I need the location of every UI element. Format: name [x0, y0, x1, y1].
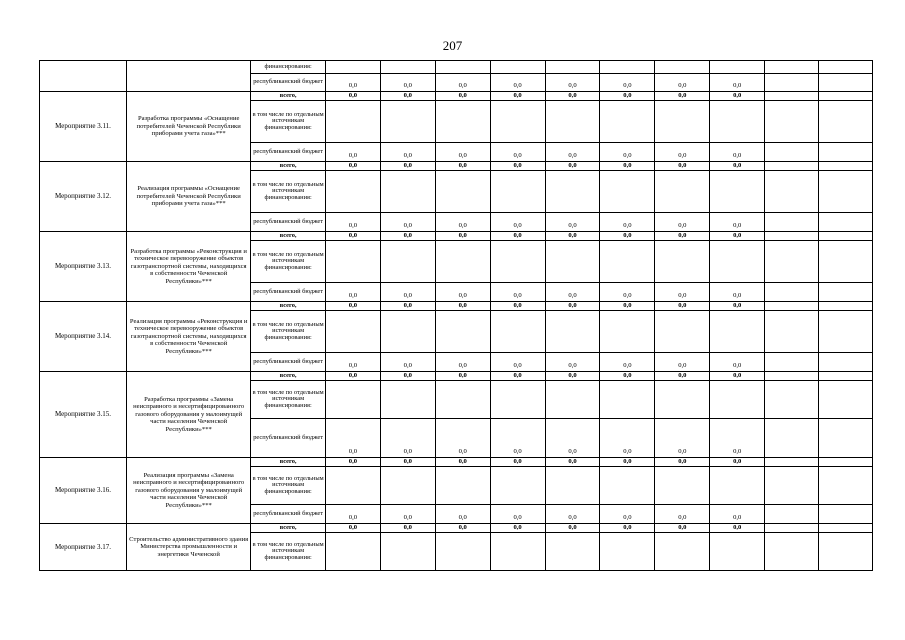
- value-cell: [765, 74, 819, 92]
- value-cell: 0,0: [655, 505, 710, 524]
- table-row: [40, 458, 873, 467]
- value-cell: 0,0: [490, 505, 545, 524]
- value-cell: [545, 533, 600, 571]
- value-cell: 0,0: [655, 213, 710, 232]
- value-cell: 0,0: [710, 143, 765, 162]
- value-cell: [819, 171, 873, 213]
- value-cell: [655, 241, 710, 283]
- value-cell: [380, 61, 435, 74]
- value-cell: [710, 381, 765, 419]
- value-cell: 0,0: [380, 524, 435, 533]
- value-cell: [819, 143, 873, 162]
- value-cell: [490, 101, 545, 143]
- value-cell: [435, 533, 490, 571]
- financing-label-cell: республиканский бюджет: [251, 283, 326, 302]
- value-cell: [655, 467, 710, 505]
- value-cell: 0,0: [600, 143, 655, 162]
- value-cell: [765, 92, 819, 101]
- event-description-cell: Разработка программы «Оснащение потребителей Чеченской Республики приборами учета газа»***: [127, 92, 251, 162]
- value-cell: 0,0: [490, 524, 545, 533]
- value-cell: [765, 353, 819, 372]
- financing-label-cell: республиканский бюджет: [251, 74, 326, 92]
- value-cell: 0,0: [435, 92, 490, 101]
- value-cell: [819, 372, 873, 381]
- table-row: [40, 524, 873, 533]
- value-cell: [819, 302, 873, 311]
- table-row: [40, 232, 873, 241]
- value-cell: 0,0: [435, 74, 490, 92]
- value-cell: 0,0: [380, 143, 435, 162]
- value-cell: [819, 101, 873, 143]
- value-cell: 0,0: [490, 353, 545, 372]
- value-cell: 0,0: [710, 524, 765, 533]
- value-cell: 0,0: [710, 232, 765, 241]
- value-cell: [710, 311, 765, 353]
- financing-label-cell: в том числе по отдельным источникам финансирования:: [251, 467, 326, 505]
- financing-label-cell: всего,: [251, 458, 326, 467]
- value-cell: 0,0: [435, 372, 490, 381]
- value-cell: [765, 524, 819, 533]
- value-cell: 0,0: [600, 353, 655, 372]
- value-cell: 0,0: [325, 524, 380, 533]
- financing-label-cell: в том числе по отдельным источникам финансирования:: [251, 311, 326, 353]
- value-cell: [710, 101, 765, 143]
- value-cell: 0,0: [545, 74, 600, 92]
- value-cell: [600, 171, 655, 213]
- value-cell: 0,0: [655, 419, 710, 458]
- value-cell: 0,0: [325, 505, 380, 524]
- value-cell: 0,0: [655, 74, 710, 92]
- value-cell: [765, 283, 819, 302]
- value-cell: 0,0: [600, 372, 655, 381]
- value-cell: 0,0: [600, 232, 655, 241]
- value-cell: [380, 171, 435, 213]
- value-cell: [325, 381, 380, 419]
- value-cell: [545, 311, 600, 353]
- value-cell: [600, 61, 655, 74]
- budget-table-container: [39, 60, 873, 571]
- event-description-cell: [127, 61, 251, 92]
- event-name-cell: [40, 61, 127, 92]
- value-cell: [325, 311, 380, 353]
- value-cell: [545, 467, 600, 505]
- table-row: [40, 92, 873, 101]
- value-cell: 0,0: [325, 92, 380, 101]
- value-cell: 0,0: [435, 283, 490, 302]
- value-cell: 0,0: [710, 505, 765, 524]
- value-cell: [600, 241, 655, 283]
- value-cell: 0,0: [380, 302, 435, 311]
- value-cell: [600, 381, 655, 419]
- value-cell: [765, 381, 819, 419]
- value-cell: 0,0: [435, 143, 490, 162]
- value-cell: [435, 467, 490, 505]
- value-cell: 0,0: [325, 419, 380, 458]
- value-cell: [655, 381, 710, 419]
- value-cell: 0,0: [325, 162, 380, 171]
- value-cell: [819, 311, 873, 353]
- value-cell: 0,0: [490, 372, 545, 381]
- value-cell: 0,0: [490, 232, 545, 241]
- budget-table: [39, 60, 873, 571]
- value-cell: 0,0: [600, 524, 655, 533]
- event-name-cell: Мероприятие 3.15.: [40, 372, 127, 458]
- event-description-cell: Реализация программы «Замена неисправного и несертифицированного газового оборудования у малоимущей части населения Чеченской Республики»***: [127, 458, 251, 524]
- financing-label-cell: в том числе по отдельным источникам финансирования:: [251, 381, 326, 419]
- value-cell: 0,0: [325, 372, 380, 381]
- event-description-cell: Реализация программы «Оснащение потребителей Чеченской Республики приборами учета газа»***: [127, 162, 251, 232]
- value-cell: [819, 524, 873, 533]
- value-cell: [765, 467, 819, 505]
- value-cell: 0,0: [435, 505, 490, 524]
- financing-label-cell: республиканский бюджет: [251, 213, 326, 232]
- value-cell: [380, 311, 435, 353]
- value-cell: [819, 458, 873, 467]
- value-cell: [545, 381, 600, 419]
- value-cell: 0,0: [655, 232, 710, 241]
- event-description-cell: Разработка программы «Замена неисправного и несертифицированного газового оборудования у малоимущей части населения Чеченской Республики»***: [127, 372, 251, 458]
- value-cell: 0,0: [710, 92, 765, 101]
- value-cell: [325, 101, 380, 143]
- value-cell: 0,0: [490, 283, 545, 302]
- value-cell: [600, 101, 655, 143]
- financing-label-cell: всего,: [251, 92, 326, 101]
- event-name-cell: Мероприятие 3.14.: [40, 302, 127, 372]
- event-name-cell: Мероприятие 3.17.: [40, 524, 127, 571]
- financing-label-cell: всего,: [251, 302, 326, 311]
- value-cell: [765, 213, 819, 232]
- financing-label-cell: в том числе по отдельным источникам финансирования:: [251, 533, 326, 571]
- value-cell: 0,0: [490, 143, 545, 162]
- value-cell: [490, 467, 545, 505]
- value-cell: 0,0: [545, 505, 600, 524]
- event-description-cell: Разработка программы «Реконструкция и техническое перевооружение объектов газотранспортной системы, находящихся в собственности Чеченской Республики»***: [127, 232, 251, 302]
- value-cell: [819, 232, 873, 241]
- value-cell: 0,0: [435, 232, 490, 241]
- value-cell: [435, 381, 490, 419]
- value-cell: [600, 467, 655, 505]
- value-cell: [819, 283, 873, 302]
- value-cell: [765, 143, 819, 162]
- value-cell: [655, 311, 710, 353]
- value-cell: [380, 101, 435, 143]
- event-name-cell: Мероприятие 3.16.: [40, 458, 127, 524]
- value-cell: 0,0: [545, 232, 600, 241]
- value-cell: [710, 467, 765, 505]
- table-row: [40, 61, 873, 74]
- value-cell: [325, 467, 380, 505]
- value-cell: 0,0: [545, 213, 600, 232]
- value-cell: [819, 92, 873, 101]
- value-cell: [435, 101, 490, 143]
- value-cell: 0,0: [325, 213, 380, 232]
- value-cell: 0,0: [710, 302, 765, 311]
- value-cell: 0,0: [545, 353, 600, 372]
- value-cell: [765, 232, 819, 241]
- event-name-cell: Мероприятие 3.11.: [40, 92, 127, 162]
- value-cell: 0,0: [600, 458, 655, 467]
- value-cell: [435, 241, 490, 283]
- value-cell: 0,0: [655, 283, 710, 302]
- value-cell: 0,0: [490, 302, 545, 311]
- value-cell: [490, 61, 545, 74]
- table-row: [40, 372, 873, 381]
- value-cell: [325, 171, 380, 213]
- financing-label-cell: всего,: [251, 232, 326, 241]
- event-name-cell: Мероприятие 3.12.: [40, 162, 127, 232]
- value-cell: [765, 458, 819, 467]
- value-cell: 0,0: [325, 458, 380, 467]
- value-cell: 0,0: [435, 213, 490, 232]
- value-cell: 0,0: [325, 232, 380, 241]
- value-cell: 0,0: [655, 302, 710, 311]
- value-cell: 0,0: [490, 419, 545, 458]
- value-cell: 0,0: [600, 283, 655, 302]
- value-cell: [765, 162, 819, 171]
- value-cell: 0,0: [380, 92, 435, 101]
- financing-label-cell: всего,: [251, 524, 326, 533]
- value-cell: [325, 61, 380, 74]
- value-cell: [819, 467, 873, 505]
- value-cell: 0,0: [710, 74, 765, 92]
- value-cell: 0,0: [380, 283, 435, 302]
- value-cell: 0,0: [600, 162, 655, 171]
- value-cell: [545, 241, 600, 283]
- value-cell: 0,0: [325, 74, 380, 92]
- value-cell: 0,0: [380, 74, 435, 92]
- value-cell: [765, 372, 819, 381]
- value-cell: 0,0: [435, 302, 490, 311]
- financing-label-cell: республиканский бюджет: [251, 505, 326, 524]
- value-cell: [710, 61, 765, 74]
- value-cell: 0,0: [490, 74, 545, 92]
- value-cell: 0,0: [600, 419, 655, 458]
- financing-label-cell: в том числе по отдельным источникам финансирования:: [251, 171, 326, 213]
- value-cell: [765, 419, 819, 458]
- value-cell: [490, 311, 545, 353]
- value-cell: 0,0: [710, 419, 765, 458]
- value-cell: [655, 171, 710, 213]
- value-cell: 0,0: [435, 419, 490, 458]
- value-cell: [380, 533, 435, 571]
- value-cell: 0,0: [545, 458, 600, 467]
- table-row: [40, 302, 873, 311]
- value-cell: [819, 213, 873, 232]
- value-cell: 0,0: [435, 353, 490, 372]
- value-cell: [819, 419, 873, 458]
- value-cell: 0,0: [325, 353, 380, 372]
- value-cell: [819, 533, 873, 571]
- value-cell: 0,0: [545, 419, 600, 458]
- value-cell: [655, 533, 710, 571]
- value-cell: [765, 171, 819, 213]
- value-cell: [490, 533, 545, 571]
- value-cell: [819, 74, 873, 92]
- value-cell: [600, 311, 655, 353]
- value-cell: 0,0: [545, 302, 600, 311]
- value-cell: [600, 533, 655, 571]
- value-cell: 0,0: [655, 372, 710, 381]
- financing-label-cell: всего,: [251, 372, 326, 381]
- value-cell: 0,0: [545, 92, 600, 101]
- value-cell: [765, 533, 819, 571]
- value-cell: [765, 241, 819, 283]
- value-cell: 0,0: [490, 458, 545, 467]
- value-cell: 0,0: [710, 458, 765, 467]
- event-name-cell: Мероприятие 3.13.: [40, 232, 127, 302]
- value-cell: 0,0: [435, 162, 490, 171]
- value-cell: [819, 162, 873, 171]
- value-cell: 0,0: [655, 92, 710, 101]
- financing-label-cell: республиканский бюджет: [251, 419, 326, 458]
- value-cell: 0,0: [545, 162, 600, 171]
- financing-label-cell: республиканский бюджет: [251, 353, 326, 372]
- page-number: 207: [442, 38, 463, 53]
- value-cell: [765, 302, 819, 311]
- value-cell: 0,0: [380, 213, 435, 232]
- value-cell: [819, 61, 873, 74]
- event-description-cell: Строительство административного здания Министерства промышленности и энергетики Чеченской: [127, 524, 251, 571]
- value-cell: 0,0: [380, 353, 435, 372]
- financing-label-cell: в том числе по отдельным источникам финансирования:: [251, 241, 326, 283]
- value-cell: [490, 381, 545, 419]
- value-cell: 0,0: [600, 213, 655, 232]
- value-cell: 0,0: [325, 302, 380, 311]
- value-cell: 0,0: [380, 505, 435, 524]
- value-cell: [819, 505, 873, 524]
- value-cell: 0,0: [600, 74, 655, 92]
- value-cell: 0,0: [435, 524, 490, 533]
- value-cell: [380, 467, 435, 505]
- value-cell: 0,0: [380, 162, 435, 171]
- value-cell: 0,0: [490, 92, 545, 101]
- value-cell: [765, 505, 819, 524]
- value-cell: 0,0: [380, 458, 435, 467]
- value-cell: 0,0: [545, 372, 600, 381]
- value-cell: 0,0: [655, 143, 710, 162]
- value-cell: [490, 171, 545, 213]
- value-cell: [765, 61, 819, 74]
- financing-label-cell: республиканский бюджет: [251, 143, 326, 162]
- value-cell: 0,0: [380, 372, 435, 381]
- value-cell: [765, 101, 819, 143]
- value-cell: 0,0: [380, 419, 435, 458]
- value-cell: [710, 171, 765, 213]
- value-cell: 0,0: [710, 283, 765, 302]
- value-cell: [710, 241, 765, 283]
- value-cell: [545, 101, 600, 143]
- value-cell: 0,0: [710, 162, 765, 171]
- table-row: [40, 162, 873, 171]
- value-cell: 0,0: [655, 458, 710, 467]
- value-cell: 0,0: [710, 353, 765, 372]
- value-cell: 0,0: [325, 143, 380, 162]
- value-cell: [380, 241, 435, 283]
- value-cell: [380, 381, 435, 419]
- value-cell: [655, 101, 710, 143]
- value-cell: [819, 353, 873, 372]
- value-cell: [325, 533, 380, 571]
- value-cell: 0,0: [710, 213, 765, 232]
- value-cell: 0,0: [380, 232, 435, 241]
- value-cell: 0,0: [655, 162, 710, 171]
- value-cell: 0,0: [545, 524, 600, 533]
- value-cell: 0,0: [545, 283, 600, 302]
- value-cell: [435, 61, 490, 74]
- value-cell: 0,0: [655, 524, 710, 533]
- value-cell: 0,0: [600, 92, 655, 101]
- event-description-cell: Реализация программы «Реконструкция и техническое перевооружение объектов газотранспортной системы, находящихся в собственности Чеченской Республики»***: [127, 302, 251, 372]
- value-cell: 0,0: [490, 213, 545, 232]
- value-cell: 0,0: [325, 283, 380, 302]
- value-cell: [490, 241, 545, 283]
- value-cell: [435, 171, 490, 213]
- value-cell: [435, 311, 490, 353]
- value-cell: 0,0: [545, 143, 600, 162]
- value-cell: [765, 311, 819, 353]
- financing-label-cell: в том числе по отдельным источникам финансирования:: [251, 101, 326, 143]
- value-cell: [819, 381, 873, 419]
- value-cell: [655, 61, 710, 74]
- value-cell: 0,0: [710, 372, 765, 381]
- value-cell: [325, 241, 380, 283]
- value-cell: 0,0: [600, 505, 655, 524]
- value-cell: 0,0: [655, 353, 710, 372]
- value-cell: [545, 61, 600, 74]
- value-cell: [710, 533, 765, 571]
- financing-label-cell: всего,: [251, 162, 326, 171]
- financing-label-cell: финансирования:: [251, 61, 326, 74]
- value-cell: [545, 171, 600, 213]
- value-cell: 0,0: [435, 458, 490, 467]
- value-cell: 0,0: [490, 162, 545, 171]
- value-cell: [819, 241, 873, 283]
- value-cell: 0,0: [600, 302, 655, 311]
